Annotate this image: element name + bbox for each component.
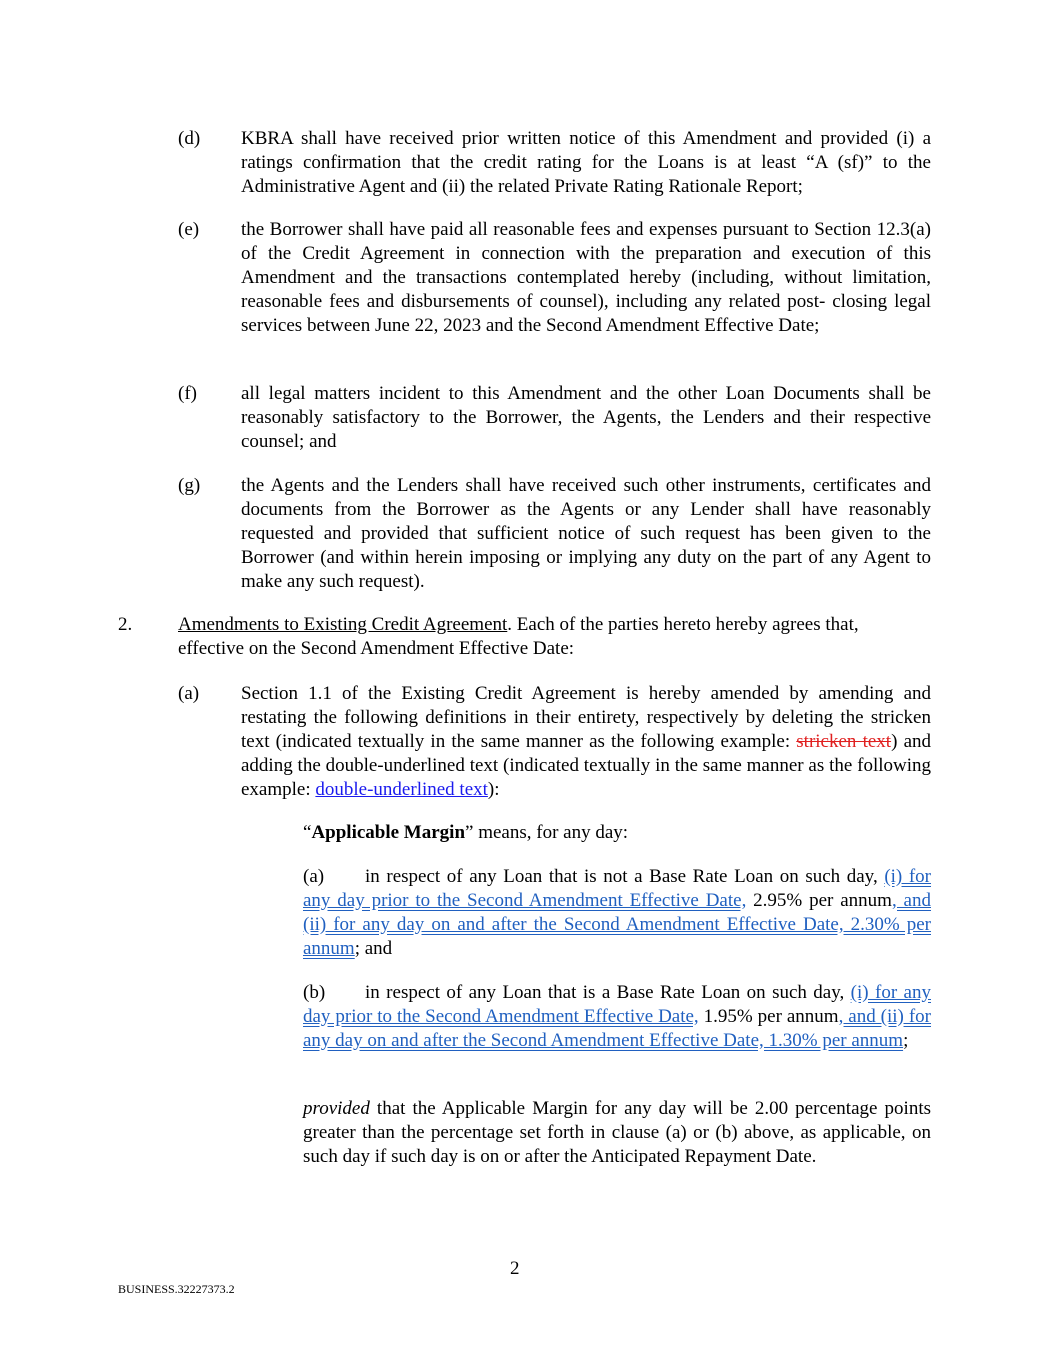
clause-a-label: (a)	[303, 866, 325, 887]
section-2-number: 2.	[118, 614, 133, 635]
document-id: BUSINESS.32227373.2	[118, 1282, 235, 1296]
sub-a-text-2: ) and adding the double-underlined text (indicated textually in the same manner as the following example:	[241, 731, 931, 800]
clause-a-insert-2: , and (ii) for any day on and after the Second Amendment Effective Date, 2.30% per annum	[303, 890, 931, 959]
definition-term: Applicable Margin	[311, 822, 466, 843]
stricken-example: stricken text	[796, 731, 892, 752]
page-number: 2	[510, 1258, 520, 1279]
clause-b-label: (b)	[303, 982, 326, 1003]
sub-a-text-1: Section 1.1 of the Existing Credit Agreement is hereby amended by amending and restating the following definitions in their entirety, respectively by deleting the stricken text (indicated textually in the same manner as the following example:	[241, 683, 931, 752]
clause-b-tail: ;	[903, 1030, 909, 1051]
clause-b-lead: in respect of any Loan that is a Base Rate Loan on such day,	[365, 982, 851, 1003]
proviso-word: provided	[303, 1098, 370, 1119]
clause-a-insert-1: (i) for any day prior to the Second Amendment Effective Date,	[303, 866, 931, 911]
item-e-text: the Borrower shall have paid all reasonable fees and expenses pursuant to Section 12.3(a) of the Credit Agreement in connection with the preparation and execution of this Amendment and the transactions contemplated hereby (including, without limitation, reasonable fees and disbursements of counsel), including any related post- closing legal services between June 22, 2023 and the Second Amendment Effective Date;	[241, 219, 931, 336]
item-d-label: (d)	[178, 128, 201, 149]
item-g-label: (g)	[178, 475, 201, 496]
section-2-paragraph	[178, 613, 923, 661]
section-2-body: . Each of the parties hereto hereby agrees that, effective on the Second Amendment Effective Date:	[178, 614, 859, 659]
sub-a-text	[241, 682, 931, 802]
item-e-label: (e)	[178, 219, 200, 240]
item-g-text: the Agents and the Lenders shall have received such other instruments, certificates and documents from the Borrower as the Agents or any Lender shall have reasonably requested and provided that sufficient notice of such request has been given to the Borrower (and within herein imposing or implying any duty on the part of any Agent to make any such request).	[241, 475, 931, 592]
definition-proviso	[303, 1097, 931, 1169]
definition-heading	[303, 821, 931, 845]
clause-a-mid: 2.95% per annum	[746, 890, 892, 911]
section-2-heading: Amendments to Existing Credit Agreement	[178, 614, 508, 635]
clause-b-mid: 1.95% per annum	[698, 1006, 839, 1027]
clause-a-tail: ; and	[354, 938, 393, 959]
clause-a-lead: in respect of any Loan that is not a Base Rate Loan on such day,	[365, 866, 885, 887]
definition-open-quote: “	[303, 822, 312, 843]
item-f-text: all legal matters incident to this Amendment and the other Loan Documents shall be reasonably satisfactory to the Borrower, the Agents, the Lenders and their respective counsel; and	[241, 383, 931, 452]
definition-clause-a	[303, 865, 931, 961]
item-f-label: (f)	[178, 383, 197, 404]
definition-clause-b	[303, 981, 931, 1053]
proviso-text: that the Applicable Margin for any day will be 2.00 percentage points greater than the percentage set forth in clause (a) or (b) above, as applicable, on such day if such day is on or after the Anticipated Repayment Date.	[303, 1098, 931, 1167]
item-d-text: KBRA shall have received prior written notice of this Amendment and provided (i) a ratings confirmation that the credit rating for the Loans is at least “A (sf)” to the Administrative Agent and (ii) the related Private Rating Rationale Report;	[241, 128, 931, 197]
clause-b-insert-2: , and (ii) for any day on and after the Second Amendment Effective Date, 1.30% per annum	[303, 1006, 931, 1051]
clause-b-insert-1: (i) for any day prior to the Second Amendment Effective Date,	[303, 982, 931, 1027]
definition-rest: ” means, for any day:	[465, 822, 629, 843]
sub-a-text-3: ):	[487, 779, 500, 800]
double-underlined-example: double-underlined text	[315, 779, 488, 800]
sub-a-label: (a)	[178, 683, 200, 704]
